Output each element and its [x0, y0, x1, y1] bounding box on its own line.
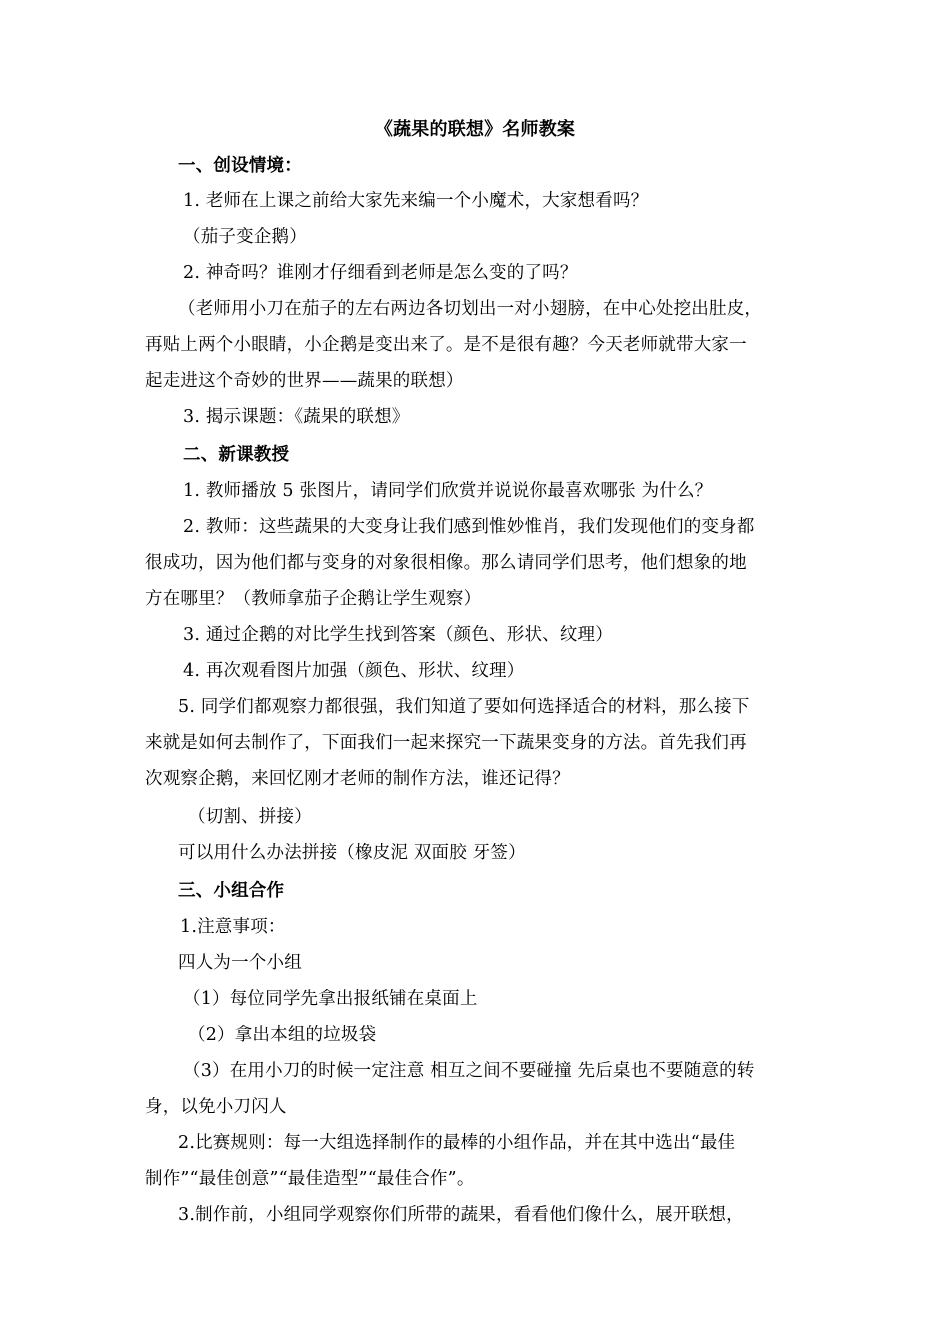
paragraph: 1. 老师在上课之前给大家先来编一个小魔术，大家想看吗？ [183, 191, 649, 211]
paragraph: 很成功，因为他们都与变身的对象很相像。那么请同学们思考，他们想象的地 [145, 553, 747, 573]
section-1-heading: 一、创设情境： [178, 156, 302, 176]
paragraph: （3）在用小刀的时候一定注意 相互之间不要碰撞 先后桌也不要随意的转 [183, 1061, 755, 1081]
paragraph: 方在哪里？（教师拿茄子企鹅让学生观察） [145, 589, 482, 609]
paragraph: 可以用什么办法拼接（橡皮泥 双面胶 牙签） [178, 843, 526, 863]
paragraph: 起走进这个奇妙的世界——蔬果的联想） [145, 371, 464, 391]
paragraph: 5. 同学们都观察力都很强，我们知道了要如何选择适合的材料，那么接下 [178, 697, 750, 717]
paragraph: 次观察企鹅，来回忆刚才老师的制作方法，谁还记得？ [145, 769, 570, 789]
paragraph: 2. 教师：这些蔬果的大变身让我们感到惟妙惟肖，我们发现他们的变身都 [183, 517, 755, 537]
paragraph: 1. 教师播放 5 张图片，请同学们欣赏并说说你最喜欢哪张 为什么？ [183, 481, 713, 501]
section-3-heading: 三、小组合作 [178, 881, 285, 901]
paragraph: 3.制作前，小组同学观察你们所带的蔬果，看看他们像什么，展开联想， [178, 1205, 744, 1225]
paragraph: （切割、拼接） [188, 807, 312, 827]
paragraph: 3. 通过企鹅的对比学生找到答案（颜色、形状、纹理） [183, 625, 613, 645]
paragraph: （茄子变企鹅） [183, 227, 307, 247]
paragraph: 4. 再次观看图片加强（颜色、形状、纹理） [183, 661, 525, 681]
paragraph: 四人为一个小组 [178, 953, 302, 973]
paragraph: （2）拿出本组的垃圾袋 [188, 1025, 377, 1045]
paragraph: 2. 神奇吗？谁刚才仔细看到老师是怎么变的了吗？ [183, 263, 578, 283]
paragraph: （老师用小刀在茄子的左右两边各切划出一对小翅膀，在中心处挖出肚皮， [178, 299, 763, 319]
paragraph: （1）每位同学先拿出报纸铺在桌面上 [183, 989, 478, 1009]
paragraph: 1.注意事项： [180, 917, 286, 937]
paragraph: 身，以免小刀闪人 [145, 1097, 287, 1117]
paragraph: 2.比赛规则：每一大组选择制作的最棒的小组作品，并在其中选出“最佳 [178, 1133, 736, 1153]
paragraph: 制作”“最佳创意”“最佳造型”“最佳合作”。 [145, 1169, 475, 1189]
paragraph: 来就是如何去制作了，下面我们一起来探究一下蔬果变身的方法。首先我们再 [145, 733, 747, 753]
document-title: 《蔬果的联想》名师教案 [374, 119, 576, 140]
paragraph: 3. 揭示课题：《蔬果的联想》 [183, 407, 410, 427]
paragraph: 再贴上两个小眼睛，小企鹅是变出来了。是不是很有趣？今天老师就带大家一 [145, 335, 747, 355]
section-2-heading: 二、新课教授 [183, 445, 290, 465]
